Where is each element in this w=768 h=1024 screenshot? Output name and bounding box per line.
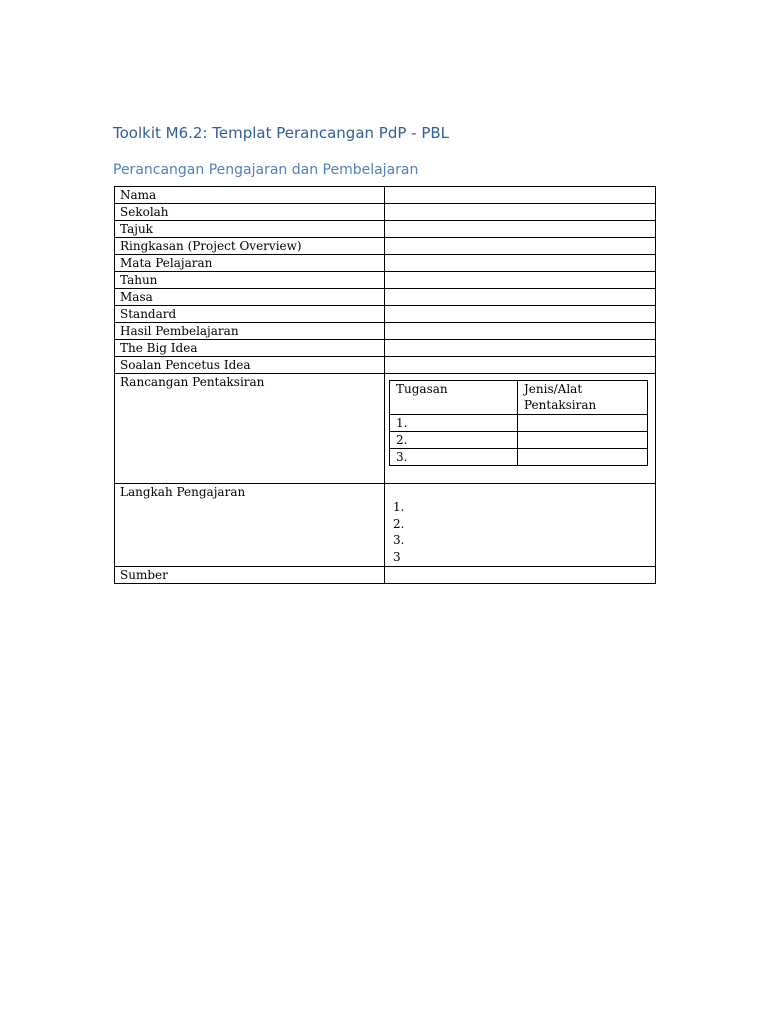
assessment-tool-3[interactable] (518, 449, 648, 466)
table-row (115, 255, 656, 272)
value-cell-tahun[interactable] (385, 272, 656, 289)
table-row (115, 323, 656, 340)
assessment-table (389, 380, 648, 466)
table-row (390, 449, 648, 466)
row-label-big-idea: The Big Idea (115, 340, 385, 357)
value-cell-soalan-pencetus[interactable] (385, 357, 656, 374)
value-cell-big-idea[interactable] (385, 340, 656, 357)
list-item: 2. (393, 516, 405, 531)
value-cell-mata-pelajaran[interactable] (385, 255, 656, 272)
table-row (390, 432, 648, 449)
row-label-ringkasan: Ringkasan (Project Overview) (115, 238, 385, 255)
table-row (115, 357, 656, 374)
assessment-tool-1[interactable] (518, 415, 648, 432)
row-label-soalan-pencetus: Soalan Pencetus Idea (115, 357, 385, 374)
row-label-masa: Masa (115, 289, 385, 306)
document-title: Toolkit M6.2: Templat Perancangan PdP - PBL (113, 124, 450, 142)
row-label-mata-pelajaran: Mata Pelajaran (115, 255, 385, 272)
assessment-header-tugasan: Tugasan (390, 381, 518, 415)
row-label-rancangan-pentaksiran: Rancangan Pentaksiran (115, 374, 385, 484)
value-cell-hasil-pembelajaran[interactable] (385, 323, 656, 340)
value-cell-ringkasan[interactable] (385, 238, 656, 255)
table-row (115, 272, 656, 289)
list-item: 3. (393, 533, 405, 547)
list-item: 3 (393, 549, 401, 564)
row-label-standard: Standard (115, 306, 385, 323)
assessment-header-jenis: Jenis/Alat Pentaksiran (518, 381, 648, 415)
row-label-langkah-pengajaran: Langkah Pengajaran (115, 484, 385, 567)
row-label-nama: Nama (115, 187, 385, 204)
table-row (115, 238, 656, 255)
table-row (115, 340, 656, 357)
assessment-item-3[interactable]: 3. (390, 449, 518, 466)
table-row (115, 484, 656, 567)
table-row (115, 221, 656, 238)
row-label-sekolah: Sekolah (115, 204, 385, 221)
table-row (115, 306, 656, 323)
row-label-sumber: Sumber (115, 567, 385, 584)
planning-form-table (114, 186, 656, 584)
document-subtitle: Perancangan Pengajaran dan Pembelajaran (113, 162, 419, 178)
table-row (115, 204, 656, 221)
row-label-hasil-pembelajaran: Hasil Pembelajaran (115, 323, 385, 340)
assessment-cell (385, 374, 656, 484)
assessment-item-1[interactable]: 1. (390, 415, 518, 432)
table-row (390, 415, 648, 432)
value-cell-masa[interactable] (385, 289, 656, 306)
table-row (115, 187, 656, 204)
value-cell-standard[interactable] (385, 306, 656, 323)
value-cell-tajuk[interactable] (385, 221, 656, 238)
assessment-header-row (390, 381, 648, 415)
value-cell-sumber[interactable] (385, 567, 656, 584)
steps-cell[interactable] (385, 484, 656, 567)
table-row (115, 374, 656, 484)
list-item: 1. (393, 500, 405, 514)
steps-list (390, 499, 650, 565)
assessment-item-2[interactable]: 2. (390, 432, 518, 449)
row-label-tahun: Tahun (115, 272, 385, 289)
table-row (115, 289, 656, 306)
table-row (115, 567, 656, 584)
row-label-tajuk: Tajuk (115, 221, 385, 238)
assessment-tool-2[interactable] (518, 432, 648, 449)
value-cell-nama[interactable] (385, 187, 656, 204)
value-cell-sekolah[interactable] (385, 204, 656, 221)
